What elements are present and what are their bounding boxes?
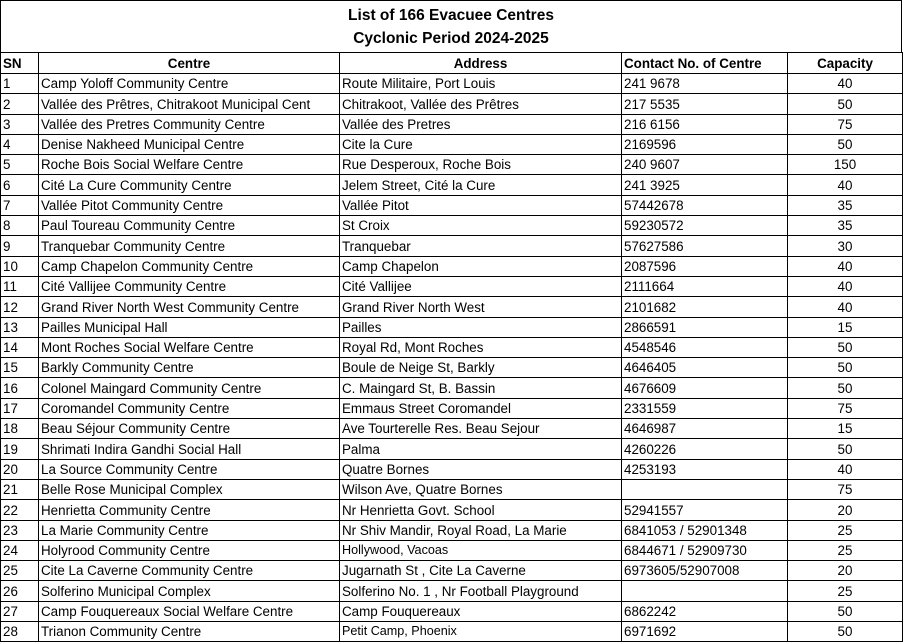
cell-centre: Solferino Municipal Complex: [39, 581, 340, 601]
cell-capacity: 40: [788, 256, 903, 276]
table-row: [1, 155, 903, 175]
table-row: [1, 479, 903, 499]
cell-sn: 21: [1, 479, 39, 499]
cell-centre: Camp Chapelon Community Centre: [39, 256, 340, 276]
cell-contact: [622, 479, 788, 499]
cell-address: Solferino No. 1 , Nr Football Playground: [340, 581, 622, 601]
cell-centre: Shrimati Indira Gandhi Social Hall: [39, 439, 340, 459]
cell-sn: 27: [1, 601, 39, 621]
table-row: [1, 419, 903, 439]
cell-address: Chitrakoot, Vallée des Prêtres: [340, 94, 622, 114]
cell-centre: Roche Bois Social Welfare Centre: [39, 155, 340, 175]
table-row: [1, 520, 903, 540]
cell-contact: 4548546: [622, 337, 788, 357]
cell-sn: 18: [1, 419, 39, 439]
table-row: [1, 276, 903, 296]
cell-centre: Mont Roches Social Welfare Centre: [39, 337, 340, 357]
cell-address: Nr Shiv Mandir, Royal Road, La Marie: [340, 520, 622, 540]
table-row: [1, 297, 903, 317]
cell-address: Petit Camp, Phoenix: [340, 622, 622, 642]
cell-address: Emmaus Street Coromandel: [340, 398, 622, 418]
cell-centre: Tranquebar Community Centre: [39, 236, 340, 256]
cell-capacity: 40: [788, 175, 903, 195]
centres-table: [0, 52, 903, 642]
table-body: [1, 74, 903, 642]
cell-capacity: 50: [788, 337, 903, 357]
cell-sn: 11: [1, 276, 39, 296]
cell-address: Rue Desperoux, Roche Bois: [340, 155, 622, 175]
table-row: [1, 74, 903, 94]
cell-sn: 23: [1, 520, 39, 540]
cell-address: Route Militaire, Port Louis: [340, 74, 622, 94]
cell-sn: 22: [1, 500, 39, 520]
cell-address: Cite la Cure: [340, 134, 622, 154]
header-capacity: Capacity: [788, 53, 903, 74]
cell-contact: 59230572: [622, 216, 788, 236]
cell-sn: 25: [1, 561, 39, 581]
header-sn: SN: [1, 53, 39, 74]
table-row: [1, 378, 903, 398]
cell-capacity: 40: [788, 459, 903, 479]
cell-capacity: 20: [788, 561, 903, 581]
cell-contact: 217 5535: [622, 94, 788, 114]
cell-contact: 6971692: [622, 622, 788, 642]
cell-sn: 3: [1, 114, 39, 134]
cell-contact: 4253193: [622, 459, 788, 479]
cell-centre: Vallée des Prêtres, Chitrakoot Municipal Cent: [39, 94, 340, 114]
cell-capacity: 25: [788, 540, 903, 560]
table-row: [1, 216, 903, 236]
cell-contact: 52941557: [622, 500, 788, 520]
cell-centre: Camp Fouquereaux Social Welfare Centre: [39, 601, 340, 621]
table-row: [1, 622, 903, 642]
cell-contact: 2866591: [622, 317, 788, 337]
cell-centre: Vallée Pitot Community Centre: [39, 195, 340, 215]
cell-sn: 16: [1, 378, 39, 398]
cell-centre: Coromandel Community Centre: [39, 398, 340, 418]
table-row: [1, 561, 903, 581]
header-centre: Centre: [39, 53, 340, 74]
cell-contact: 241 9678: [622, 74, 788, 94]
cell-centre: Colonel Maingard Community Centre: [39, 378, 340, 398]
table-row: [1, 601, 903, 621]
cell-capacity: 75: [788, 398, 903, 418]
cell-address: Grand River North West: [340, 297, 622, 317]
cell-contact: 2331559: [622, 398, 788, 418]
cell-contact: 4260226: [622, 439, 788, 459]
cell-contact: 2169596: [622, 134, 788, 154]
cell-address: Vallée des Pretres: [340, 114, 622, 134]
cell-sn: 15: [1, 358, 39, 378]
cell-contact: [622, 581, 788, 601]
cell-address: Pailles: [340, 317, 622, 337]
table-row: [1, 500, 903, 520]
cell-capacity: 50: [788, 439, 903, 459]
cell-address: Palma: [340, 439, 622, 459]
cell-centre: Cité Vallijee Community Centre: [39, 276, 340, 296]
table-row: [1, 175, 903, 195]
cell-sn: 17: [1, 398, 39, 418]
cell-contact: 4646987: [622, 419, 788, 439]
cell-address: Royal Rd, Mont Roches: [340, 337, 622, 357]
cell-sn: 5: [1, 155, 39, 175]
cell-centre: La Marie Community Centre: [39, 520, 340, 540]
cell-capacity: 20: [788, 500, 903, 520]
cell-centre: La Source Community Centre: [39, 459, 340, 479]
cell-capacity: 35: [788, 195, 903, 215]
cell-sn: 20: [1, 459, 39, 479]
cell-sn: 26: [1, 581, 39, 601]
cell-contact: 6844671 / 52909730: [622, 540, 788, 560]
sheet-title: [0, 0, 902, 52]
header-row: [1, 53, 903, 74]
cell-contact: 57442678: [622, 195, 788, 215]
cell-capacity: 75: [788, 479, 903, 499]
cell-capacity: 50: [788, 622, 903, 642]
cell-contact: 2101682: [622, 297, 788, 317]
cell-sn: 14: [1, 337, 39, 357]
cell-address: Cité Vallijee: [340, 276, 622, 296]
cell-contact: 240 9607: [622, 155, 788, 175]
header-address: Address: [340, 53, 622, 74]
cell-capacity: 30: [788, 236, 903, 256]
cell-sn: 24: [1, 540, 39, 560]
cell-address: C. Maingard St, B. Bassin: [340, 378, 622, 398]
cell-sn: 10: [1, 256, 39, 276]
cell-centre: Grand River North West Community Centre: [39, 297, 340, 317]
cell-capacity: 15: [788, 317, 903, 337]
cell-centre: Pailles Municipal Hall: [39, 317, 340, 337]
table-row: [1, 358, 903, 378]
table-row: [1, 94, 903, 114]
cell-address: Vallée Pitot: [340, 195, 622, 215]
cell-centre: Henrietta Community Centre: [39, 500, 340, 520]
cell-contact: 6862242: [622, 601, 788, 621]
cell-capacity: 50: [788, 378, 903, 398]
cell-centre: Denise Nakheed Municipal Centre: [39, 134, 340, 154]
table-row: [1, 256, 903, 276]
cell-centre: Trianon Community Centre: [39, 622, 340, 642]
cell-capacity: 50: [788, 94, 903, 114]
cell-sn: 6: [1, 175, 39, 195]
cell-sn: 9: [1, 236, 39, 256]
table-row: [1, 581, 903, 601]
cell-centre: Cite La Caverne Community Centre: [39, 561, 340, 581]
cell-centre: Vallée des Pretres Community Centre: [39, 114, 340, 134]
cell-sn: 13: [1, 317, 39, 337]
cell-centre: Cité La Cure Community Centre: [39, 175, 340, 195]
cell-contact: 2087596: [622, 256, 788, 276]
cell-capacity: 75: [788, 114, 903, 134]
cell-address: Tranquebar: [340, 236, 622, 256]
table-row: [1, 317, 903, 337]
table-row: [1, 236, 903, 256]
cell-capacity: 40: [788, 297, 903, 317]
cell-address: Camp Chapelon: [340, 256, 622, 276]
table-row: [1, 398, 903, 418]
title-line-1: List of 166 Evacuee Centres: [348, 6, 554, 24]
cell-address: Hollywood, Vacoas: [340, 540, 622, 560]
cell-contact: 6973605/52907008: [622, 561, 788, 581]
table-row: [1, 540, 903, 560]
table-row: [1, 195, 903, 215]
cell-sn: 12: [1, 297, 39, 317]
cell-sn: 7: [1, 195, 39, 215]
cell-capacity: 25: [788, 581, 903, 601]
cell-sn: 28: [1, 622, 39, 642]
table-row: [1, 337, 903, 357]
cell-capacity: 40: [788, 276, 903, 296]
table-row: [1, 114, 903, 134]
cell-address: Boule de Neige St, Barkly: [340, 358, 622, 378]
cell-sn: 1: [1, 74, 39, 94]
cell-sn: 8: [1, 216, 39, 236]
cell-contact: 241 3925: [622, 175, 788, 195]
cell-capacity: 150: [788, 155, 903, 175]
cell-centre: Paul Toureau Community Centre: [39, 216, 340, 236]
cell-sn: 19: [1, 439, 39, 459]
cell-address: Jelem Street, Cité la Cure: [340, 175, 622, 195]
table-row: [1, 459, 903, 479]
cell-sn: 2: [1, 94, 39, 114]
cell-capacity: 50: [788, 358, 903, 378]
cell-address: Quatre Bornes: [340, 459, 622, 479]
cell-address: Jugarnath St , Cite La Caverne: [340, 561, 622, 581]
cell-address: Ave Tourterelle Res. Beau Sejour: [340, 419, 622, 439]
cell-centre: Barkly Community Centre: [39, 358, 340, 378]
header-contact: Contact No. of Centre: [622, 53, 788, 74]
cell-contact: 216 6156: [622, 114, 788, 134]
cell-address: St Croix: [340, 216, 622, 236]
table-row: [1, 134, 903, 154]
cell-sn: 4: [1, 134, 39, 154]
cell-capacity: 15: [788, 419, 903, 439]
cell-contact: 6841053 / 52901348: [622, 520, 788, 540]
cell-contact: 57627586: [622, 236, 788, 256]
cell-address: Camp Fouquereaux: [340, 601, 622, 621]
cell-capacity: 50: [788, 134, 903, 154]
cell-centre: Beau Séjour Community Centre: [39, 419, 340, 439]
cell-centre: Camp Yoloff Community Centre: [39, 74, 340, 94]
cell-capacity: 50: [788, 601, 903, 621]
cell-capacity: 35: [788, 216, 903, 236]
cell-centre: Belle Rose Municipal Complex: [39, 479, 340, 499]
cell-contact: 2111664: [622, 276, 788, 296]
cell-capacity: 40: [788, 74, 903, 94]
table-row: [1, 439, 903, 459]
cell-contact: 4676609: [622, 378, 788, 398]
cell-centre: Holyrood Community Centre: [39, 540, 340, 560]
cell-address: Nr Henrietta Govt. School: [340, 500, 622, 520]
cell-contact: 4646405: [622, 358, 788, 378]
cell-capacity: 25: [788, 520, 903, 540]
title-line-2: Cyclonic Period 2024-2025: [353, 29, 549, 47]
cell-address: Wilson Ave, Quatre Bornes: [340, 479, 622, 499]
